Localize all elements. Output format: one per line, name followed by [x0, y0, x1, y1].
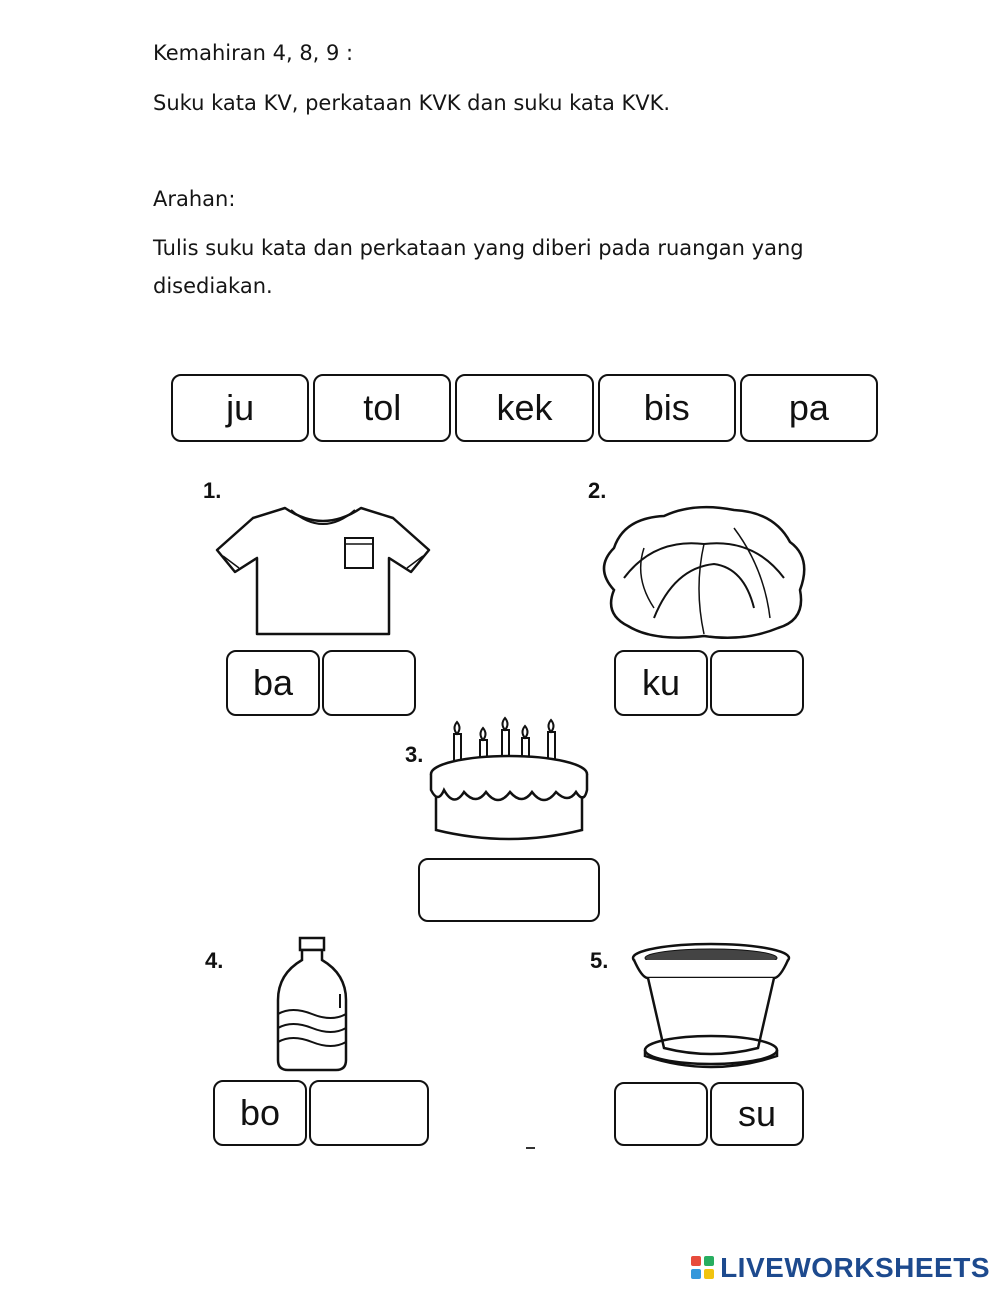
answer-box[interactable] — [418, 858, 600, 922]
water-bottle-icon — [270, 934, 354, 1074]
given-syllable: ku — [614, 650, 708, 716]
answer-box[interactable] — [309, 1080, 429, 1146]
answer-row-1 — [226, 650, 416, 716]
subtitle: Suku kata KV, perkataan KVK dan suku kata KVK. — [153, 91, 671, 115]
cabbage-icon — [594, 498, 814, 648]
word-bank — [171, 374, 878, 442]
item-number: 3. — [405, 742, 424, 767]
tshirt-icon — [213, 500, 433, 640]
answer-row-2 — [614, 650, 804, 716]
item-number: 4. — [205, 948, 224, 973]
instruction-text: Tulis suku kata dan perkataan yang diberi pada ruangan yang disediakan. — [153, 236, 804, 298]
item-number: 1. — [203, 478, 222, 503]
stray-mark — [526, 1147, 535, 1149]
word-chip[interactable]: bis — [598, 374, 736, 442]
word-chip[interactable]: kek — [455, 374, 593, 442]
answer-box[interactable] — [322, 650, 416, 716]
answer-row-4 — [213, 1080, 429, 1146]
item-number: 5. — [590, 948, 609, 973]
answer-box[interactable] — [710, 650, 804, 716]
answer-row-3 — [418, 858, 600, 922]
flower-pot-icon — [628, 938, 794, 1074]
answer-row-5 — [614, 1082, 804, 1146]
given-syllable: ba — [226, 650, 320, 716]
word-chip[interactable]: pa — [740, 374, 878, 442]
brand-name: LIVEWORKSHEETS — [720, 1252, 990, 1283]
item-number: 2. — [588, 478, 607, 503]
answer-box[interactable] — [614, 1082, 708, 1146]
liveworksheets-icon — [690, 1255, 716, 1281]
liveworksheets-logo — [690, 1252, 990, 1284]
word-chip[interactable]: tol — [313, 374, 451, 442]
word-chip[interactable]: ju — [171, 374, 309, 442]
given-syllable: bo — [213, 1080, 307, 1146]
skill-heading: Kemahiran 4, 8, 9 : — [153, 41, 354, 65]
instruction-heading: Arahan: — [153, 187, 236, 211]
birthday-cake-icon — [424, 712, 594, 846]
given-syllable: su — [710, 1082, 804, 1146]
